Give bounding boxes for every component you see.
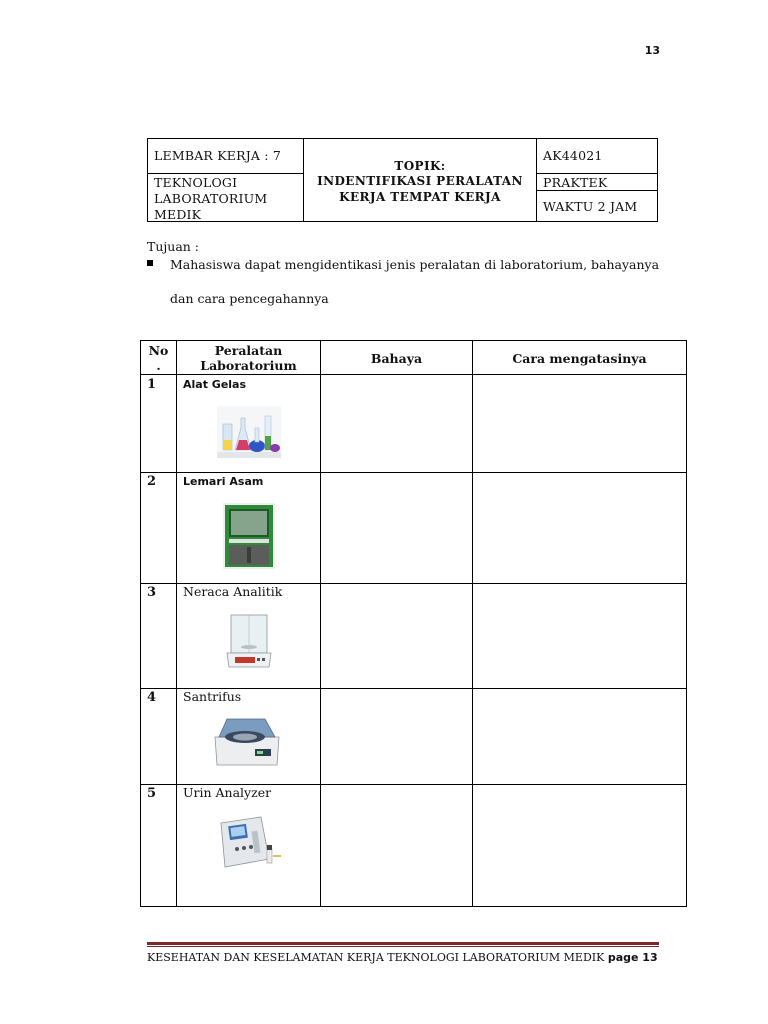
row-5-no: 5 [147,786,157,801]
row-2-name: Lemari Asam [183,475,264,488]
equipment-table [140,340,687,907]
footer-rule-thin [147,946,659,947]
header-no-line-2: . [156,358,161,373]
header-cara: Cara mengatasinya [512,351,647,366]
program-name [148,175,267,223]
topic-cell [304,139,536,221]
square-bullet-icon [147,260,153,266]
row-5-name: Urin Analyzer [183,785,272,800]
header-bahaya: Bahaya [370,351,423,366]
header-no-line-1: No [148,343,169,358]
footer [147,951,658,964]
program-line-2: LABORATORIUM [154,191,268,206]
course-code: AK44021 [543,148,603,163]
glassware-image [217,406,281,458]
footer-rule-thick [147,942,659,945]
row-3-no: 3 [147,585,157,600]
row-1-no: 1 [147,377,157,392]
tujuan-label: Tujuan : [147,239,200,254]
program-line-1: TEKNOLOGI [154,175,238,190]
duration: WAKTU 2 JAM [543,199,638,214]
header-peralatan-line-2: Laboratorium [200,358,297,373]
header-peralatan [177,343,320,373]
program-line-3: MEDIK [154,207,202,222]
topic-line-1: INDENTIFIKASI PERALATAN [317,174,523,189]
page-number: 13 [644,44,660,57]
row-4-name: Santrifus [183,689,242,704]
row-3-name: Neraca Analitik [183,584,283,599]
lembar-kerja-label: LEMBAR KERJA : 7 [154,148,282,163]
header-no [141,343,176,373]
fume-hood-image [223,503,275,569]
header-peralatan-line-1: Peralatan [214,343,283,358]
row-1-name: Alat Gelas [183,378,247,391]
tujuan-text-line-1: Mahasiswa dapat mengidentikasi jenis peralatan di laboratorium, bahayanya [170,257,660,272]
urine-analyzer-image [217,813,283,873]
header-table [147,138,658,222]
footer-page-label: page 13 [607,951,658,964]
topic-label: TOPIK: [394,158,446,173]
row-4-no: 4 [147,690,157,705]
row-2-no: 2 [147,474,157,489]
tujuan-text-line-2: dan cara pencegahannya [170,291,329,306]
centrifuge-image [211,715,283,769]
header-right-column [536,139,658,221]
activity-type: PRAKTEK [543,175,608,190]
footer-title: KESEHATAN DAN KESELAMATAN KERJA TEKNOLOGI LABORATORIUM MEDIK [147,951,605,964]
analytical-balance-image [225,613,273,673]
header-left-column [148,139,304,221]
topic-line-2: KERJA TEMPAT KERJA [339,189,501,204]
